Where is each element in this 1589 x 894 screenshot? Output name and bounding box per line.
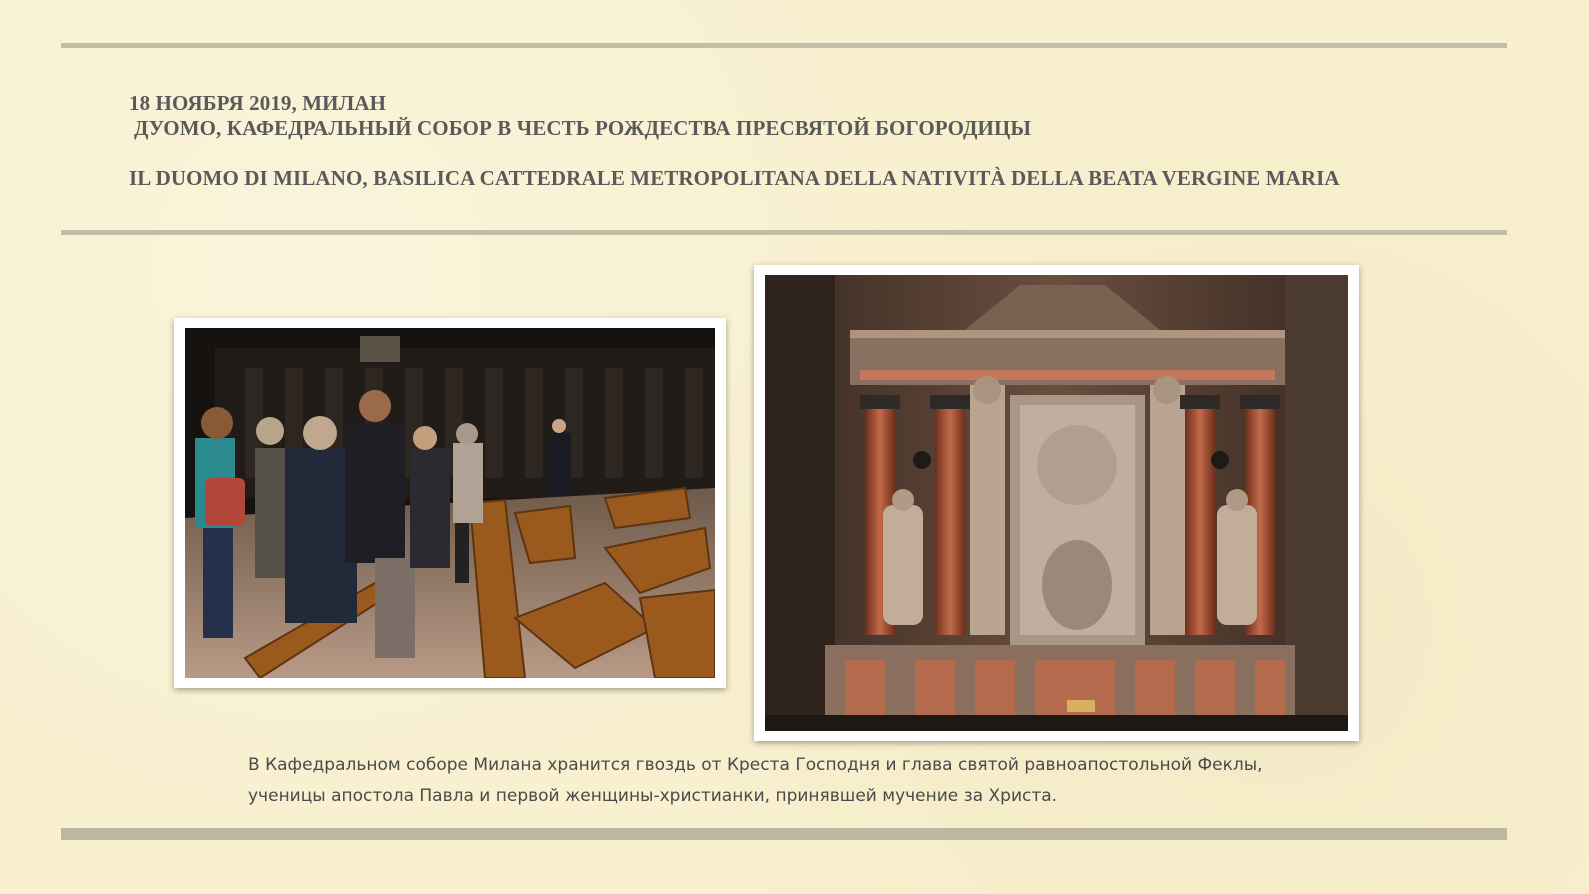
slide-heading <box>129 91 1340 191</box>
caption-line-1: В Кафедральном соборе Милана хранится гвоздь от Креста Господня и глава святой равноапостольной Феклы, <box>248 755 1263 775</box>
cathedral-title-ru: ДУОМО, КАФЕДРАЛЬНЫЙ СОБОР В ЧЕСТЬ РОЖДЕСТВА ПРЕСВЯТОЙ БОГОРОДИЦЫ <box>134 116 1032 140</box>
bottom-divider <box>61 828 1507 840</box>
visitors-photo-image <box>185 328 715 678</box>
photo-caption <box>248 750 1348 812</box>
middle-divider <box>61 230 1507 235</box>
photo-visitors-in-nave <box>174 318 726 688</box>
cathedral-title-it: IL DUOMO DI MILANO, BASILICA CATTEDRALE METROPOLITANA DELLA NATIVITÀ DELLA BEATA VERGINE MARIA <box>129 166 1340 190</box>
caption-line-2: ученицы апостола Павла и первой женщины-христианки, принявшей мучение за Христа. <box>248 786 1058 806</box>
top-divider <box>61 43 1507 48</box>
date-location-title: 18 НОЯБРЯ 2019, МИЛАН <box>129 91 387 115</box>
altar-photo-image <box>765 275 1348 731</box>
photo-marble-altar <box>754 265 1359 741</box>
